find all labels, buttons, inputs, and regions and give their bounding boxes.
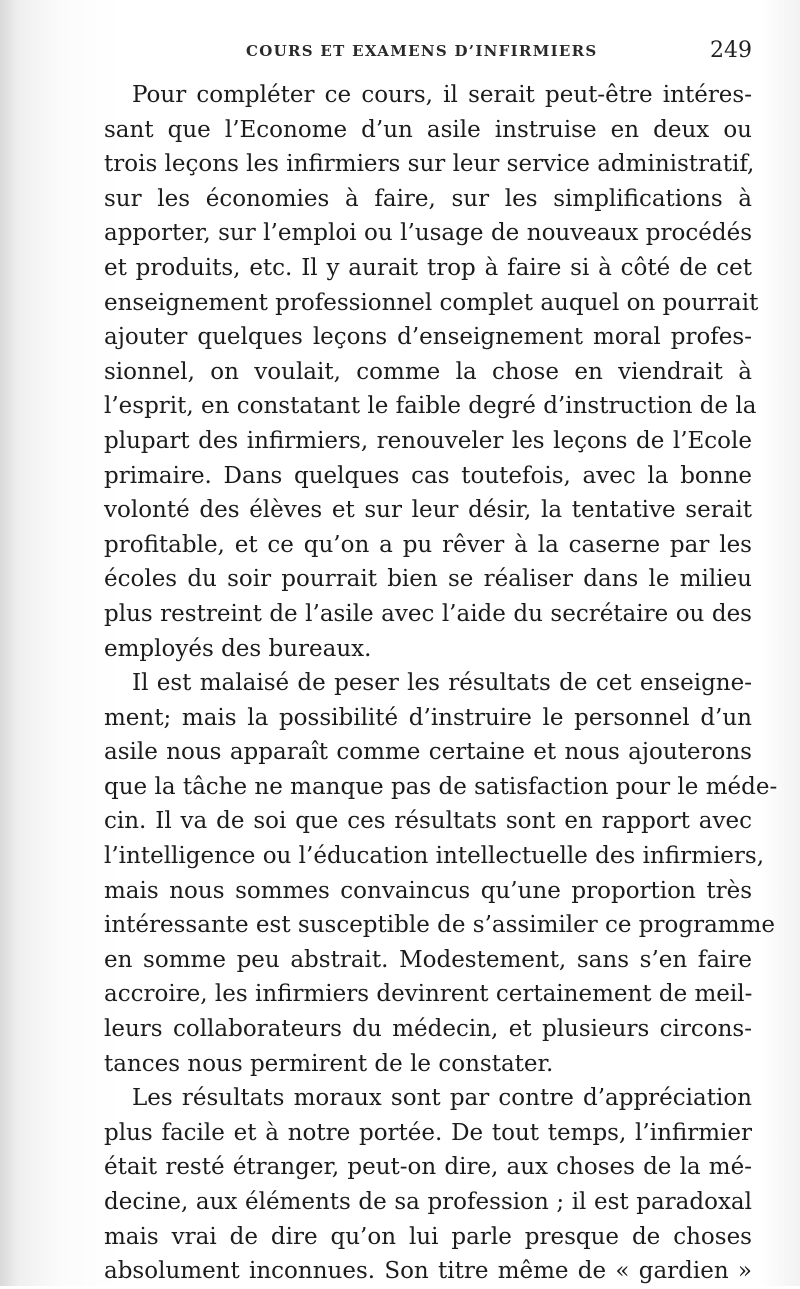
page-number: 249 [710, 38, 752, 63]
text-line: absolument inconnues. Son titre même de « gardien » [104, 1258, 752, 1285]
text-line: l’esprit, en constatant le faible degré d’instruction de la [104, 393, 757, 420]
text-line: employés des bureaux. [104, 635, 372, 662]
text-line: apporter, sur l’emploi ou l’usage de nouveaux procédés [104, 220, 752, 247]
text-line: primaire. Dans quelques cas toutefois, avec la bonne [104, 462, 752, 489]
text-line: ajouter quelques leçons d’enseignement moral profes- [104, 324, 752, 351]
text-line: decine, aux éléments de sa profession ; il est paradoxal [104, 1189, 752, 1215]
running-title: COURS ET EXAMENS D’INFIRMIERS [246, 42, 598, 60]
text-line: Il est malaisé de peser les résultats de cet enseigne- [132, 670, 752, 697]
text-line: Les résultats moraux sont par contre d’appréciation [132, 1085, 752, 1112]
text-line: l’intelligence ou l’éducation intellectuelle des infirmiers, [104, 843, 765, 870]
page-header [246, 38, 756, 68]
text-line: que la tâche ne manque pas de satisfaction pour le méde- [104, 773, 778, 800]
text-line: ment; mais la possibilité d’instruire le personnel d’un [104, 704, 752, 731]
text-line: trois leçons les infirmiers sur leur service administratif, [104, 151, 755, 178]
text-line: accroire, les infirmiers devinrent certainement de meil- [104, 981, 753, 1008]
text-line: profitable, et ce qu’on a pu rêver à la caserne par les [104, 531, 752, 558]
body-text [104, 78, 778, 1289]
text-line: écoles du soir pourrait bien se réaliser dans le milieu [104, 566, 752, 593]
text-line: plus restreint de l’asile avec l’aide du secrétaire ou des [104, 600, 752, 627]
text-line: intéressante est susceptible de s’assimiler ce programme [104, 912, 776, 939]
text-line: enseignement professionnel complet auquel on pourrait [104, 289, 759, 316]
text-line: cin. Il va de soi que ces résultats sont en rapport avec [104, 808, 752, 835]
text-line: sant que l’Econome d’un asile instruise en deux ou [104, 116, 752, 143]
text-line: en somme peu abstrait. Modestement, sans s’en faire [104, 946, 752, 973]
text-line: leurs collaborateurs du médecin, et plusieurs circons- [104, 1016, 752, 1043]
text-line: tances nous permirent de le constater. [104, 1050, 554, 1077]
text-line: mais vrai de dire qu’on lui parle presque de choses [104, 1223, 752, 1250]
text-line: plus facile et à notre portée. De tout temps, l’infirmier [104, 1119, 752, 1146]
text-line: sionnel, on voulait, comme la chose en viendrait à [104, 358, 752, 385]
text-line: Pour compléter ce cours, il serait peut-être intéres- [132, 82, 752, 108]
text-line: mais nous sommes convaincus qu’une proportion très [104, 877, 752, 904]
text-line: volonté des élèves et sur leur désir, la tentative serait [104, 497, 752, 524]
text-line: asile nous apparaît comme certaine et nous ajouterons [104, 739, 752, 766]
text-line: sur les économies à faire, sur les simplifications à [104, 185, 752, 212]
text-line: plupart des infirmiers, renouveler les leçons de l’Ecole [104, 427, 752, 454]
text-line: était resté étranger, peut-on dire, aux choses de la mé- [104, 1154, 752, 1181]
text-line: et produits, etc. Il y aurait trop à faire si à côté de cet [104, 254, 752, 281]
